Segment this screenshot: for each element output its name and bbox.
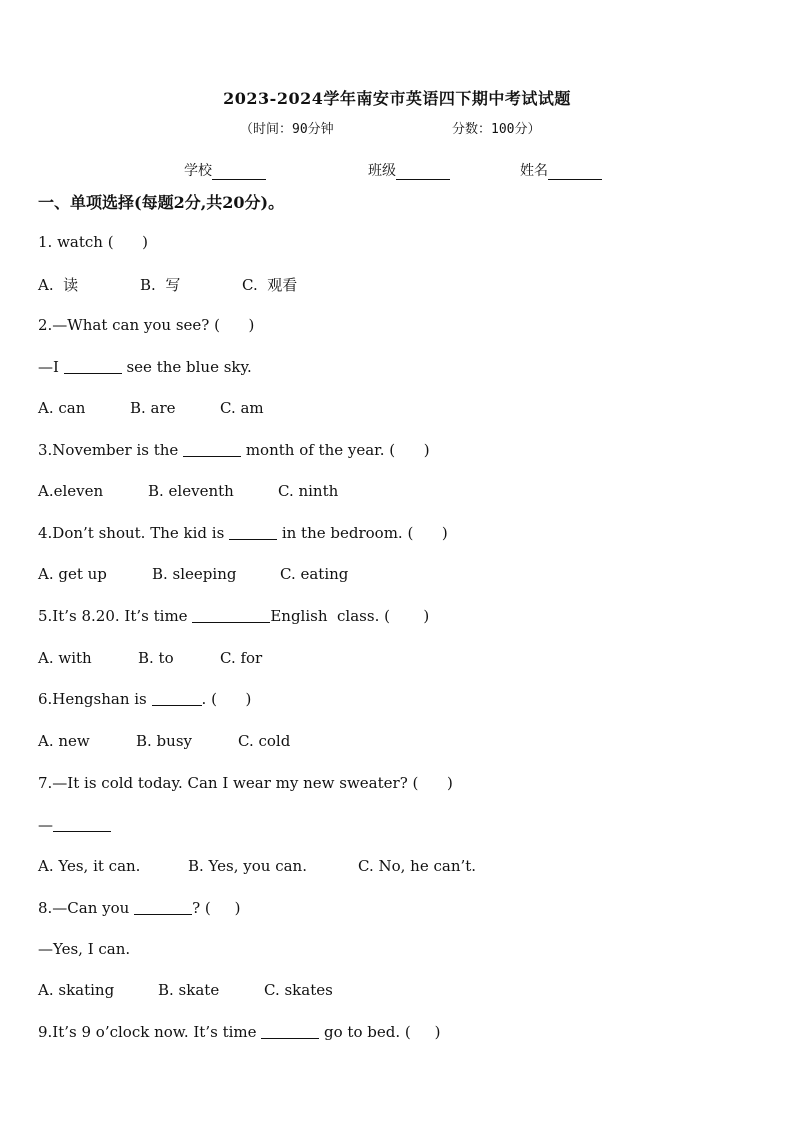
class-field bbox=[368, 160, 450, 180]
question-4-stem bbox=[38, 524, 448, 542]
question-1-option-a: A. 读 bbox=[38, 276, 79, 294]
exam-title: 2023-2024学年南安市英语四下期中考试试题 bbox=[223, 89, 571, 108]
question-8-stem bbox=[38, 899, 240, 917]
question-6-option-a: A. new bbox=[38, 732, 90, 750]
school-label: 学校 bbox=[184, 163, 212, 179]
question-7-reply bbox=[38, 816, 111, 834]
question-7-stem: 7.—It is cold today. Can I wear my new sweater? ( ) bbox=[38, 774, 453, 792]
question-6-option-b: B. busy bbox=[136, 732, 192, 750]
question-2-option-b: B. are bbox=[130, 399, 176, 417]
question-7-blank bbox=[53, 817, 111, 832]
question-6-post: . ( ) bbox=[201, 690, 252, 708]
exam-time: （时间：90分钟 bbox=[240, 122, 334, 137]
question-8-option-a: A. skating bbox=[38, 981, 115, 999]
exam-score: 分数：100分） bbox=[452, 122, 541, 137]
question-8-blank bbox=[134, 900, 192, 915]
question-3-stem bbox=[38, 441, 430, 459]
question-5-option-c: C. for bbox=[220, 649, 263, 667]
question-6-option-c: C. cold bbox=[238, 732, 291, 750]
question-3-pre: 3.November is the bbox=[38, 441, 184, 459]
question-7-reply-pre: — bbox=[38, 816, 53, 834]
question-3-blank bbox=[183, 442, 241, 457]
class-label: 班级 bbox=[368, 163, 396, 179]
question-5-pre: 5.It’s 8.20. It’s time bbox=[38, 607, 193, 625]
question-8-post: ? ( ) bbox=[192, 899, 241, 917]
question-5-blank bbox=[192, 608, 270, 623]
question-3-option-b: B. eleventh bbox=[148, 482, 234, 500]
question-4-post: in the bedroom. ( ) bbox=[277, 524, 448, 542]
name-label: 姓名 bbox=[520, 163, 548, 179]
question-3-option-c: C. ninth bbox=[278, 482, 339, 500]
question-2-reply-post: see the blue sky. bbox=[121, 358, 252, 376]
question-8-option-b: B. skate bbox=[158, 981, 220, 999]
school-blank bbox=[212, 165, 266, 180]
question-4-option-a: A. get up bbox=[38, 565, 107, 583]
question-5-option-a: A. with bbox=[38, 649, 92, 667]
question-7-option-b: B. Yes, you can. bbox=[188, 857, 307, 875]
question-4-blank bbox=[229, 525, 277, 540]
question-6-stem bbox=[38, 690, 251, 708]
school-field bbox=[184, 160, 266, 180]
question-9-blank bbox=[261, 1024, 319, 1039]
class-blank bbox=[396, 165, 450, 180]
section-title: 一、单项选择(每题2分,共20分)。 bbox=[38, 193, 285, 212]
question-7-option-c: C. No, he can’t. bbox=[358, 857, 477, 875]
name-blank bbox=[548, 165, 602, 180]
question-1-stem: 1. watch ( ) bbox=[38, 233, 149, 251]
question-8-reply: —Yes, I can. bbox=[38, 940, 131, 958]
question-5-stem bbox=[38, 607, 429, 625]
question-2-reply bbox=[38, 358, 252, 376]
question-3-post: month of the year. ( ) bbox=[241, 441, 430, 459]
question-4-option-b: B. sleeping bbox=[152, 565, 237, 583]
name-field bbox=[520, 160, 602, 180]
question-8-option-c: C. skates bbox=[264, 981, 333, 999]
question-1-option-b: B. 写 bbox=[140, 276, 181, 294]
question-5-option-b: B. to bbox=[138, 649, 174, 667]
question-5-post: English class. ( ) bbox=[270, 607, 430, 625]
question-9-stem bbox=[38, 1023, 440, 1041]
question-2-stem: 2.—What can you see? ( ) bbox=[38, 316, 255, 334]
question-8-pre: 8.—Can you bbox=[38, 899, 135, 917]
question-7-option-a: A. Yes, it can. bbox=[38, 857, 141, 875]
question-9-pre: 9.It’s 9 o’clock now. It’s time bbox=[38, 1023, 262, 1041]
question-3-option-a: A.eleven bbox=[38, 482, 104, 500]
question-9-post: go to bed. ( ) bbox=[319, 1023, 441, 1041]
question-2-reply-pre: —I bbox=[38, 358, 64, 376]
question-4-option-c: C. eating bbox=[280, 565, 349, 583]
question-1-option-c: C. 观看 bbox=[242, 276, 298, 294]
question-2-option-c: C. am bbox=[220, 399, 264, 417]
question-2-blank bbox=[64, 359, 122, 374]
question-4-pre: 4.Don’t shout. The kid is bbox=[38, 524, 230, 542]
question-6-blank bbox=[152, 691, 202, 706]
question-2-option-a: A. can bbox=[38, 399, 86, 417]
question-6-pre: 6.Hengshan is bbox=[38, 690, 152, 708]
